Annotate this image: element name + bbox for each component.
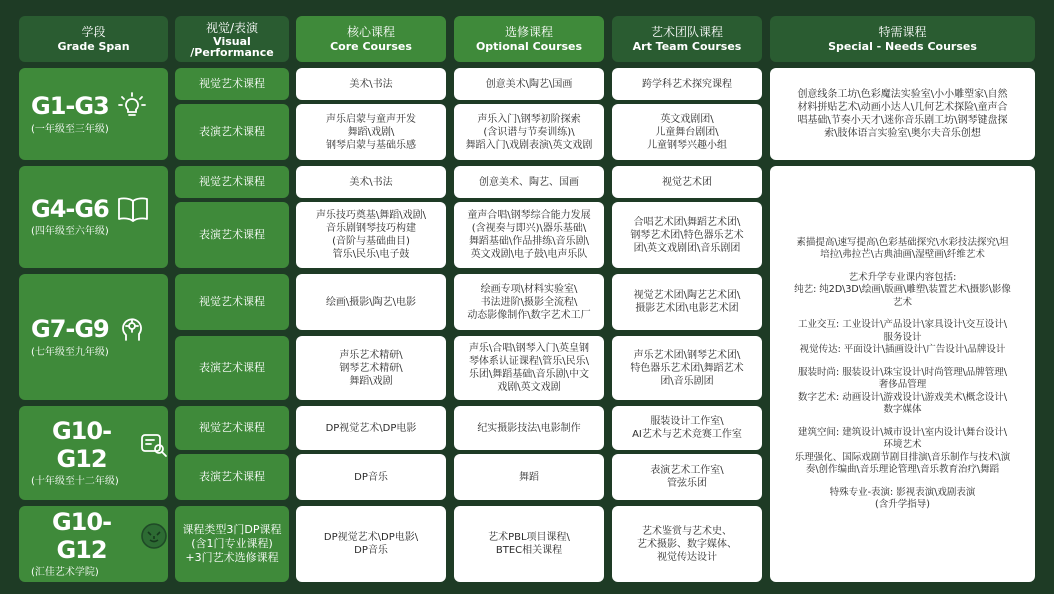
course-g1-visual-core: [296, 68, 446, 100]
course-g4-performance-team: [612, 454, 762, 500]
course-g1-visual-optional: [454, 68, 604, 100]
grade-name: G7-G9: [31, 315, 109, 343]
type-visual-g1: 视觉艺术课程: [175, 68, 289, 100]
course-academy-optional: [454, 506, 604, 582]
course-line: (含识谱与节奏训练)\: [483, 126, 575, 138]
search-screen-icon: [140, 432, 168, 458]
course-line: BTEC相关课程: [495, 545, 563, 556]
course-line: 乐团\舞蹈基础\音乐剧\中文: [468, 369, 590, 380]
course-line: 动态影像制作\数字艺术工厂: [467, 309, 591, 321]
grade-cell-g7-g9: [19, 274, 168, 400]
type-academy: [175, 506, 289, 582]
course-g3-performance-core: [296, 336, 446, 400]
course-line: 绘画专项\材料实验室\: [480, 283, 578, 295]
course-line: 舞蹈\戏剧\: [347, 126, 395, 138]
grade-name: G10-G12: [51, 417, 112, 473]
course-line: 钢琴启蒙与基础乐感: [326, 139, 416, 151]
course-line: 团\音乐剧团: [660, 375, 714, 387]
special-line: 工业交互: 工业设计\产品设计\家具设计\交互设计\: [797, 319, 1008, 330]
academy-type-line: 课程类型3门DP课程: [182, 523, 282, 536]
header-visual-performance: [175, 16, 289, 62]
special-line: 服装时尚: 服装设计\珠宝设计\时尚管理\品牌管理\: [797, 366, 1008, 378]
course-line: 纪实摄影技法\电影制作: [477, 422, 581, 434]
course-line: 声乐技巧奠基\舞蹈\戏剧\: [315, 210, 427, 221]
special-line: 数字艺术: 动画设计\游戏设计\游戏美术\概念设计\: [797, 391, 1008, 403]
course-line: 音乐剧钢琴技巧构建: [326, 223, 416, 234]
course-line: 美术\书法: [349, 176, 393, 188]
header-optional-en: Optional Courses: [475, 39, 583, 53]
course-g1-performance-team: [612, 104, 762, 160]
course-g3-visual-optional: [454, 274, 604, 330]
special-para: [794, 272, 1011, 310]
special-line: 数字媒体: [883, 404, 922, 415]
course-line: 英文戏剧团\: [660, 113, 714, 125]
special-g4-to-g12: [770, 166, 1035, 582]
course-g3-visual-team: [612, 274, 762, 330]
course-line: 舞蹈: [519, 471, 539, 483]
course-g1-performance-optional: [454, 104, 604, 160]
course-line: 声乐艺术精研\: [339, 349, 403, 361]
course-line: 钢琴艺术精研\: [339, 362, 403, 374]
course-line: 管乐\民乐\电子鼓: [332, 249, 410, 260]
course-line: (音阶与基础曲目): [332, 236, 410, 247]
header-visual-en2: /Performance: [190, 45, 274, 59]
header-core-en: Core Courses: [330, 39, 412, 53]
course-line: 视觉艺术团: [662, 176, 712, 188]
grade-subtitle: (汇佳艺术学院): [31, 567, 99, 578]
course-line: DP音乐: [354, 471, 388, 483]
type-visual-g2: 视觉艺术课程: [175, 166, 289, 198]
course-g2-performance-team: [612, 202, 762, 268]
special-line: 素描提高\速写提高\色彩基础探究\水彩技法探究\坦: [796, 236, 1009, 248]
academy-type-line: +3门艺术选修课程: [185, 551, 279, 564]
course-g3-visual-core: [296, 274, 446, 330]
header-team-courses: [612, 16, 762, 62]
course-line: 戏剧\英文戏剧: [497, 382, 561, 393]
course-line: DP视觉艺术\DP电影: [325, 422, 417, 434]
special-line: 唱基础\节奏小天才\迷你音乐剧工坊\钢琴键盘探: [797, 115, 1008, 126]
academy-type-line: (含1门专业课程): [191, 537, 273, 550]
course-line: 跨学科艺术探究课程: [642, 78, 732, 90]
course-line: 服装设计工作室\: [650, 416, 724, 427]
header-optional-zh: 选修课程: [504, 24, 553, 39]
course-g1-performance-core: [296, 104, 446, 160]
header-core-courses: [296, 16, 446, 62]
course-line: 钢琴艺术团\特色器乐艺术: [630, 229, 744, 241]
course-g4-performance-core: [296, 454, 446, 500]
course-line: 艺术鉴赏与艺术史、: [642, 525, 732, 537]
course-line: 绘画\摄影\陶艺\电影: [325, 296, 417, 308]
grade-cell-g1-g3: [19, 68, 168, 160]
type-performance-g3: 表演艺术课程: [175, 336, 289, 400]
course-g2-performance-core: [296, 202, 446, 268]
course-line: 艺术摄影、数字媒体、: [637, 538, 737, 550]
course-line: 童声合唱\钢琴综合能力发展: [467, 210, 591, 221]
course-line: 舞蹈\戏剧: [349, 375, 393, 387]
special-line: 环境艺术: [883, 439, 922, 450]
grade-name: G1-G3: [31, 92, 109, 120]
course-line: 声乐启蒙与童声开发: [326, 113, 416, 125]
course-g2-visual-optional: [454, 166, 604, 198]
course-line: 舞蹈基础\作品排练\音乐剧\: [468, 236, 590, 247]
grade-name: G10-G12: [51, 508, 112, 564]
special-para: [830, 487, 976, 512]
type-visual-g3: 视觉艺术课程: [175, 274, 289, 330]
header-special-en: Special - Needs Courses: [828, 39, 977, 53]
course-g2-visual-core: [296, 166, 446, 198]
course-g4-visual-core: [296, 406, 446, 450]
grade-subtitle: (四年级至六年级): [31, 226, 109, 237]
special-line: 材料拼贴艺术\动画小达人\几何艺术探险\童声合: [797, 102, 1008, 113]
special-line: 索\肢体语言实验室\奥尔夫音乐创想: [824, 128, 981, 139]
grade-subtitle: (七年级至九年级): [31, 347, 109, 358]
grade-cell-g4-g6: [19, 166, 168, 268]
course-line: 创意美术\陶艺\国画: [485, 78, 573, 90]
header-core-zh: 核心课程: [346, 24, 395, 39]
header-special-courses: [770, 16, 1035, 62]
special-line: 艺术: [892, 296, 912, 308]
course-g2-visual-team: [612, 166, 762, 198]
header-special-zh: 特需课程: [878, 24, 927, 39]
course-g4-visual-team: [612, 406, 762, 450]
course-line: 视觉艺术团\陶艺艺术团\: [633, 290, 741, 301]
header-optional-courses: [454, 16, 604, 62]
grade-subtitle: (一年级至三年级): [31, 124, 109, 135]
course-line: 声乐艺术团\钢琴艺术团\: [633, 349, 741, 361]
type-performance-g2: 表演艺术课程: [175, 202, 289, 268]
course-line: 视觉传达设计: [657, 551, 717, 563]
header-grade-span: [19, 16, 168, 62]
grade-cell-g10-g12-academy: [19, 506, 168, 582]
course-line: AI艺术与艺术竞赛工作室: [632, 429, 742, 440]
special-line: 艺术升学专业课内容包括:: [848, 271, 957, 283]
course-line: 书法进阶\摄影全流程\: [480, 296, 578, 308]
course-line: 创意美术、陶艺、国画: [479, 176, 579, 188]
header-team-zh: 艺术团队课程: [650, 24, 723, 39]
type-performance-g4: 表演艺术课程: [175, 454, 289, 500]
course-line: 儿童钢琴兴趣小组: [647, 139, 727, 151]
special-line: 奏\创作编曲\音乐理论管理\音乐教育治疗\舞蹈: [805, 464, 1000, 475]
header-grade-en: Grade Span: [57, 39, 130, 53]
course-g4-visual-optional: [454, 406, 604, 450]
special-line: 奢侈品管理: [878, 379, 927, 390]
tiger-emblem-icon: [140, 522, 168, 550]
special-line: (含升学指导): [875, 499, 930, 510]
course-line: 舞蹈入门\戏剧表演\英文戏剧: [465, 139, 593, 151]
special-line: 乐理强化、国际戏剧节剧目排演\音乐制作与技术\演: [794, 451, 1011, 463]
special-line: 纯艺: 纯2D\3D\绘画\版画\雕塑\装置艺术\摄影\影像: [794, 284, 1011, 295]
course-line: DP视觉艺术\DP电影\: [323, 532, 419, 543]
header-team-en: Art Team Courses: [632, 39, 742, 53]
course-line: 声乐入门\钢琴初阶探索: [477, 113, 581, 125]
course-line: 艺术PBL项目课程\: [488, 532, 570, 543]
course-line: 合唱艺术团\舞蹈艺术团\: [633, 216, 741, 228]
course-line: 儿童舞台剧团\: [655, 126, 719, 138]
special-line: 创意线条工坊\色彩魔法实验室\小小雕塑家\自然: [797, 89, 1008, 100]
course-line: (含视奏与即兴)\器乐基础\: [471, 223, 587, 234]
type-performance-g1: 表演艺术课程: [175, 104, 289, 160]
course-academy-team: [612, 506, 762, 582]
course-line: 声乐\合唱\钢琴入门\英皇钢: [468, 343, 590, 354]
special-line: 培拉\弗拉芒\古典油画\湿壁画\纤维艺术: [820, 249, 985, 260]
special-line: 特殊专业-表演: 影视表演\戏剧表演: [829, 486, 976, 498]
course-line: DP音乐: [354, 545, 388, 556]
special-g1: [770, 68, 1035, 160]
course-line: 管弦乐团: [667, 478, 707, 489]
header-visual-en1: Visual: [213, 34, 251, 48]
grade-name: G4-G6: [31, 195, 109, 223]
special-para: [798, 319, 1007, 357]
grade-subtitle: (十年级至十二年级): [31, 476, 119, 487]
course-g3-performance-team: [612, 336, 762, 400]
special-para: [796, 237, 1008, 262]
special-para: [798, 367, 1007, 417]
special-line: 服务设计: [883, 331, 922, 343]
open-book-icon: [117, 195, 149, 223]
course-g3-performance-optional: [454, 336, 604, 400]
course-line: 英文戏剧\电子鼓\电声乐队: [470, 249, 588, 260]
course-line: 特色器乐艺术团\舞蹈艺术: [630, 362, 744, 374]
course-line: 琴体系认证课程\管乐\民乐\: [468, 356, 590, 367]
course-academy-core: [296, 506, 446, 582]
special-para: [795, 427, 1010, 477]
head-gear-icon: [117, 314, 147, 344]
lightbulb-icon: [117, 91, 147, 121]
special-line: 建筑空间: 建筑设计\城市设计\室内设计\舞台设计\: [797, 426, 1008, 438]
header-visual-zh: 视觉/表演: [205, 20, 259, 35]
course-g1-visual-team: [612, 68, 762, 100]
type-visual-g4: 视觉艺术课程: [175, 406, 289, 450]
course-line: 美术\书法: [349, 78, 393, 90]
course-line: 表演艺术工作室\: [650, 465, 724, 476]
course-line: 摄影艺术团\电影艺术团: [635, 303, 739, 314]
header-grade-zh: 学段: [81, 24, 106, 39]
grade-cell-g10-g12: [19, 406, 168, 500]
course-g4-performance-optional: [454, 454, 604, 500]
course-g2-performance-optional: [454, 202, 604, 268]
special-line: 视觉传达: 平面设计\插画设计\广告设计\品牌设计: [799, 344, 1006, 355]
course-line: 团\英文戏剧团\音乐剧团: [633, 242, 741, 254]
